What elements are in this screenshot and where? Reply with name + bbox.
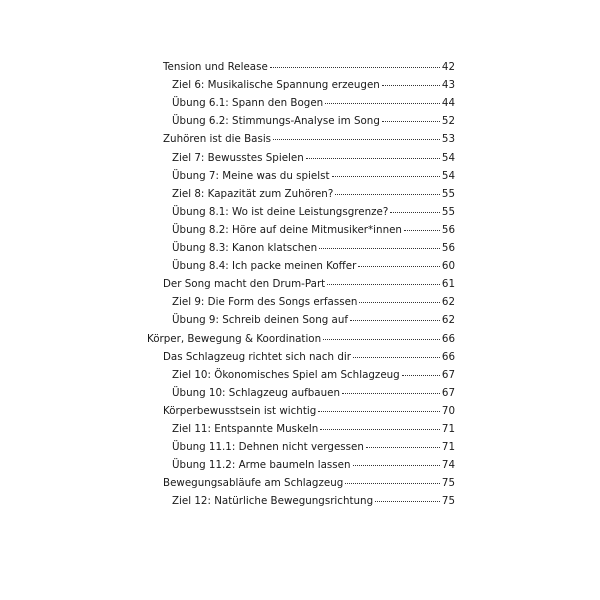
dot-leader <box>306 158 440 159</box>
toc-entry-title: Körperbewusstsein ist wichtig <box>163 404 317 417</box>
toc-entry-page-number: 56 <box>441 242 455 254</box>
dot-leader <box>319 248 440 249</box>
dot-leader <box>382 121 440 122</box>
toc-entry <box>163 277 455 291</box>
toc-entry <box>163 132 455 146</box>
dot-leader <box>342 393 440 394</box>
toc-entry-title: Ziel 8: Kapazität zum Zuhören? <box>172 187 334 200</box>
dot-leader <box>350 320 440 321</box>
toc-entry <box>163 404 455 418</box>
toc-entry-page-number: 75 <box>441 477 455 490</box>
toc-entry-page-number: 66 <box>441 350 455 363</box>
toc-entry-page-number: 55 <box>441 187 455 200</box>
toc-entry-page-number: 62 <box>441 314 455 327</box>
dot-leader <box>335 194 440 195</box>
toc-entry <box>163 476 455 490</box>
toc-entry <box>172 205 455 219</box>
toc-entry-title: Das Schlagzeug richtet sich nach dir <box>163 350 351 363</box>
toc-entry-page-number: 60 <box>441 260 455 273</box>
toc-entry <box>172 422 455 436</box>
dot-leader <box>273 139 440 140</box>
toc-entry <box>172 386 455 400</box>
toc-entry-page-number: 71 <box>441 441 455 454</box>
toc-entry-page-number: 74 <box>441 459 455 472</box>
toc-entry <box>172 151 455 165</box>
toc-entry-title: Bewegungsabläufe am Schlagzeug <box>163 477 344 490</box>
toc-entry <box>172 96 455 110</box>
toc-entry-title: Übung 8.1: Wo ist deine Leistungsgrenze? <box>172 205 389 218</box>
toc-entry <box>172 241 455 255</box>
toc-entry-title: Ziel 10: Ökonomisches Spiel am Schlagzeug <box>172 368 400 381</box>
toc-entry-page-number: 55 <box>441 205 455 218</box>
dot-leader <box>318 411 440 412</box>
toc-entry-title: Tension und Release <box>163 61 268 73</box>
toc-entry-title: Ziel 7: Bewusstes Spielen <box>172 151 304 164</box>
dot-leader <box>359 302 439 303</box>
toc-entry <box>172 114 455 128</box>
dot-leader <box>366 447 440 448</box>
toc-entry-page-number: 43 <box>441 79 455 92</box>
toc-entry <box>172 187 455 201</box>
toc-entry-title: Übung 6.2: Stimmungs-Analyse im Song <box>172 115 380 128</box>
toc-entry-page-number: 56 <box>441 223 455 236</box>
dot-leader <box>323 339 440 340</box>
toc-entry <box>172 78 455 92</box>
toc-entry <box>172 494 455 508</box>
dot-leader <box>390 212 440 213</box>
dot-leader <box>375 501 440 502</box>
toc-entry <box>172 458 455 472</box>
toc-entry-title: Körper, Bewegung & Koordination <box>147 332 322 345</box>
dot-leader <box>325 103 440 104</box>
toc-entry-title: Ziel 11: Entspannte Muskeln <box>172 423 319 435</box>
toc-entry <box>172 295 455 309</box>
toc-entry <box>163 350 455 364</box>
dot-leader <box>327 284 440 285</box>
toc-entry-page-number: 62 <box>441 296 455 309</box>
toc-entry-page-number: 67 <box>441 386 455 399</box>
toc-entry-page-number: 67 <box>441 368 455 381</box>
dot-leader <box>404 230 440 231</box>
toc-entry-title: Übung 10: Schlagzeug aufbauen <box>172 386 340 399</box>
toc-entry-title: Ziel 6: Musikalische Spannung erzeugen <box>172 79 380 92</box>
toc-entry-title: Übung 11.1: Dehnen nicht vergessen <box>172 441 364 454</box>
toc-entry-page-number: 54 <box>441 169 455 182</box>
dot-leader <box>402 375 440 376</box>
toc-entry-title: Übung 8.3: Kanon klatschen <box>172 242 318 254</box>
toc-entry-title: Übung 8.2: Höre auf deine Mitmusiker*innen <box>172 223 402 236</box>
dot-leader <box>332 176 440 177</box>
toc-entry-page-number: 75 <box>441 495 455 508</box>
toc-entry <box>172 223 455 237</box>
toc-entry-title: Übung 11.2: Arme baumeln lassen <box>172 459 351 472</box>
toc-entry <box>172 259 455 273</box>
dot-leader <box>345 483 440 484</box>
dot-leader <box>353 357 440 358</box>
dot-leader <box>353 465 440 466</box>
dot-leader <box>382 85 440 86</box>
toc-entry-page-number: 70 <box>441 404 455 417</box>
toc-entry-page-number: 71 <box>441 423 455 435</box>
dot-leader <box>358 266 440 267</box>
toc-entry-page-number: 42 <box>441 61 455 73</box>
toc-entry-title: Ziel 12: Natürliche Bewegungsrichtung <box>172 495 374 508</box>
toc-entry-title: Der Song macht den Drum-Part <box>163 278 326 291</box>
toc-entry-page-number: 52 <box>441 115 455 128</box>
toc-entry <box>172 368 455 382</box>
toc-entry-title: Übung 8.4: Ich packe meinen Koffer <box>172 260 357 273</box>
toc-entry-title: Ziel 9: Die Form des Songs erfassen <box>172 296 358 309</box>
toc-entry-page-number: 66 <box>441 332 455 345</box>
dot-leader <box>320 429 440 430</box>
toc-entry-page-number: 54 <box>441 151 455 164</box>
toc-entry-title: Übung 9: Schreib deinen Song auf <box>172 314 348 327</box>
toc-entry <box>172 440 455 454</box>
toc-entry-page-number: 61 <box>441 278 455 291</box>
toc-entry <box>172 169 455 183</box>
toc-entry-page-number: 53 <box>441 133 455 146</box>
toc-entry <box>172 313 455 327</box>
toc-entry-title: Übung 6.1: Spann den Bogen <box>172 97 324 110</box>
toc-entry-page-number: 44 <box>441 97 455 110</box>
toc-entry <box>147 332 455 346</box>
toc-entry-title: Zuhören ist die Basis <box>163 133 272 146</box>
toc-entry-title: Übung 7: Meine was du spielst <box>172 169 330 182</box>
dot-leader <box>270 67 440 68</box>
toc-entry <box>163 60 455 74</box>
